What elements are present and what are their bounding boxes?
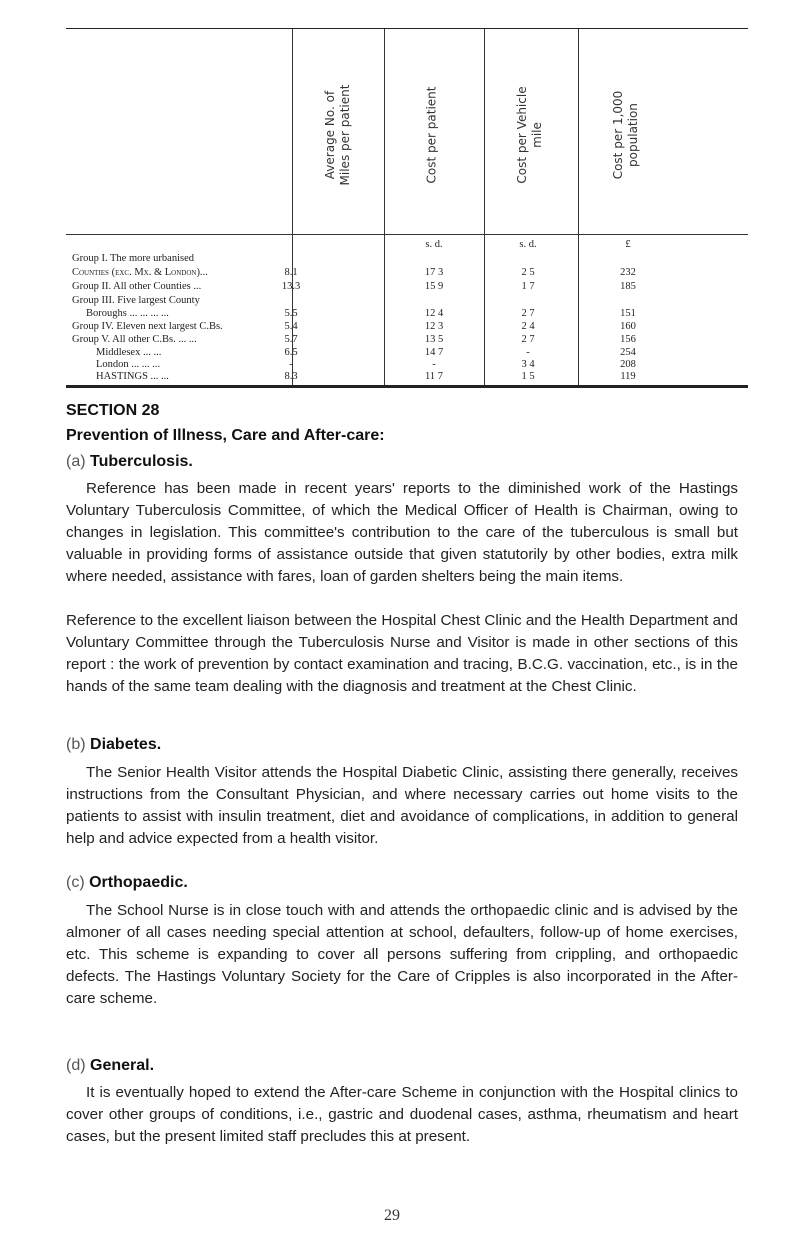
table-cell: 2 7 xyxy=(521,334,535,345)
table-cell: 151 xyxy=(620,308,636,319)
paragraph: The School Nurse is in close touch with and attends the orthopaedic clinic and is advised by the almoner of all cases needing special attention at school, defaulters, follow-up of home exercises, etc. This scheme is expanding to cover all persons suffering from crippling, and orthopaedic defects. The Hastings Voluntary Society for the Care of Cripples is also incorporated in the After-care scheme. xyxy=(66,902,738,1007)
table-cell: 12 4 xyxy=(424,308,444,319)
header-cost-per-vehicle-mile: Cost per Vehicle mile xyxy=(515,86,544,184)
table-cell: 2 7 xyxy=(521,308,535,319)
table-cell: 2 5 xyxy=(521,267,535,278)
paragraph: It is eventually hoped to extend the After-care Scheme in conjunction with the Hospital clinics to cover other groups of conditions, i.e., gastric and duodenal cases, asthma, rheumatism and heart cases, but the present limited staff precludes this at present. xyxy=(66,1084,738,1145)
unit-label: £ xyxy=(625,239,631,250)
row-label: Group III. Five largest County xyxy=(72,295,200,306)
table-cell: 1 5 xyxy=(521,371,535,382)
subsection-title: Diabetes. xyxy=(90,736,162,753)
table-cell: 156 xyxy=(620,334,636,345)
row-label: HASTINGS ... ... xyxy=(96,371,169,382)
unit-label: s. d. xyxy=(425,239,443,250)
subsection-letter: (b) xyxy=(66,736,86,753)
table-cell: 160 xyxy=(620,321,636,332)
subsection-heading-diabetes xyxy=(66,736,161,754)
header-cost-per-patient: Cost per patient xyxy=(424,86,439,184)
table-cell: 232 xyxy=(620,267,636,278)
subsection-title: General. xyxy=(90,1057,155,1074)
section-title: SECTION 28 xyxy=(66,402,160,419)
subsection-heading-general xyxy=(66,1057,154,1075)
paragraph: Reference has been made in recent years' reports to the diminished work of the Hastings Voluntary Tuberculosis Committee, of which the Medical Officer of Health is Chairman, owing to changes in legislation. This committee's contribution to the care of the tuberculous is small but valuable in providing forms of assistance outside that given statutorily by other bodies, extra milk where needed, assistance with fares, loan of garden shelters being the main items. xyxy=(66,480,738,585)
table-cell: 119 xyxy=(620,371,636,382)
row-label: Group IV. Eleven next largest C.Bs. xyxy=(72,321,223,332)
table-cell: 11 7 xyxy=(425,371,443,382)
table-cell: 14 7 xyxy=(424,347,444,358)
table-cell: 17 3 xyxy=(424,267,444,278)
row-label: Group I. The more urbanised xyxy=(72,253,194,264)
table-cell: 8.3 xyxy=(284,371,298,382)
table-cell: 5.7 xyxy=(284,334,298,345)
header-average-miles: Average No. of Miles per patient xyxy=(323,84,352,186)
subsection-title: Tuberculosis. xyxy=(90,453,193,470)
table-cell: 15 9 xyxy=(424,281,444,292)
subsection-heading-tuberculosis xyxy=(66,453,193,471)
subsection-letter: (a) xyxy=(66,453,86,470)
subsection-letter: (d) xyxy=(66,1057,86,1074)
page-number: 29 xyxy=(384,1207,400,1224)
table-cell: 6.5 xyxy=(284,347,298,358)
table-cell: 12 3 xyxy=(424,321,444,332)
table-cell: - xyxy=(432,359,436,370)
table-cell: 5.5 xyxy=(284,308,298,319)
header-cost-per-population: Cost per 1,000 population xyxy=(611,90,640,180)
table-cell: 185 xyxy=(620,281,636,292)
row-label: London ... ... ... xyxy=(96,359,161,370)
table-cell: 3 4 xyxy=(521,359,535,370)
table-cell: 208 xyxy=(620,359,636,370)
table-divider xyxy=(384,29,385,385)
subsection-heading-orthopaedic xyxy=(66,874,188,892)
table-cell: 5.4 xyxy=(284,321,298,332)
paragraph: Reference to the excellent liaison between the Hospital Chest Clinic and the Health Department and Voluntary Committee through the Tuberculosis Nurse and Visitor is made in other sections of this report : the work of prevention by contact examination and tracing, B.C.G. vaccination, etc., is in the hands of the same team dealing with the diagnosis and treatment at the Chest Clinic. xyxy=(66,612,738,695)
table-cell: 8.1 xyxy=(284,267,298,278)
table-cell: - xyxy=(289,359,293,370)
table-cell: 13.3 xyxy=(281,281,301,292)
table-cell: 254 xyxy=(620,347,636,358)
cost-table xyxy=(66,28,748,388)
subsection-title: Orthopaedic. xyxy=(89,874,188,891)
table-cell: 2 4 xyxy=(521,321,535,332)
paragraph: The Senior Health Visitor attends the Hospital Diabetic Clinic, assisting there generally, receives instructions from the Consultant Physician, and where necessary carries out home visits to the patients to assist with insulin treatment, diet and avoidance of complications, in addition to general help and advice expected from a health visitor. xyxy=(66,764,738,847)
table-divider xyxy=(578,29,579,385)
table-cell: 1 7 xyxy=(521,281,535,292)
table-cell: - xyxy=(526,347,530,358)
table-cell: 13 5 xyxy=(424,334,444,345)
row-label: Boroughs ... ... ... ... xyxy=(86,308,169,319)
row-label: Middlesex ... ... xyxy=(96,347,162,358)
row-label: Group II. All other Counties ... xyxy=(72,281,202,292)
section-subtitle: Prevention of Illness, Care and After-care: xyxy=(66,427,385,444)
row-label: Group V. All other C.Bs. ... ... xyxy=(72,334,197,345)
row-label: Counties (exc. Mx. & London)... xyxy=(72,267,208,278)
subsection-letter: (c) xyxy=(66,874,85,891)
unit-label: s. d. xyxy=(519,239,537,250)
table-divider xyxy=(484,29,485,385)
